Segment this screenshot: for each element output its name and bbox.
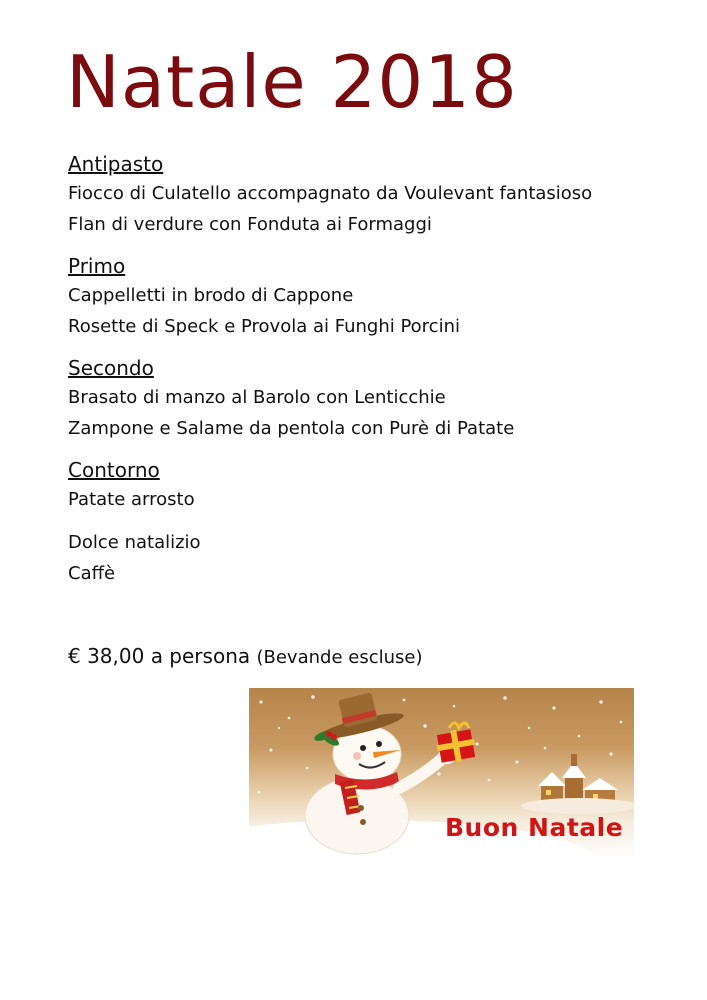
menu-item: Rosette di Speck e Provola ai Funghi Porcini xyxy=(68,316,460,337)
menu-item-coffee: Caffè xyxy=(68,563,116,584)
price-line xyxy=(68,641,422,673)
menu-section-primo xyxy=(68,252,688,342)
menu-item: Zampone e Salame da pentola con Purè di Patate xyxy=(68,418,515,439)
section-heading: Contorno xyxy=(68,458,160,482)
section-heading: Primo xyxy=(68,254,126,278)
menu-item: Fiocco di Culatello accompagnato da Voulevant fantasioso xyxy=(68,183,593,204)
price-amount: € 38,00 a persona xyxy=(68,644,251,668)
menu-item: Brasato di manzo al Barolo con Lenticchie xyxy=(68,387,446,408)
menu-section-antipasto xyxy=(68,150,688,240)
gift-icon xyxy=(437,723,476,763)
menu-item: Cappelletti in brodo di Cappone xyxy=(68,285,354,306)
menu-section-secondo xyxy=(68,354,688,444)
village-houses xyxy=(521,754,634,814)
page-title: Natale 2018 xyxy=(66,40,518,124)
price-note: (Bevande escluse) xyxy=(256,647,423,668)
section-heading: Antipasto xyxy=(68,152,164,176)
menu-item: Patate arrosto xyxy=(68,489,195,510)
section-heading: Secondo xyxy=(68,356,154,380)
menu-section-contorno xyxy=(68,456,688,515)
menu-extras xyxy=(68,527,688,589)
menu-item: Flan di verdure con Fonduta ai Formaggi xyxy=(68,214,432,235)
greeting-text: Buon Natale xyxy=(445,813,624,842)
menu-item-dessert: Dolce natalizio xyxy=(68,532,201,553)
menu xyxy=(68,150,688,589)
christmas-card-image xyxy=(249,688,634,860)
